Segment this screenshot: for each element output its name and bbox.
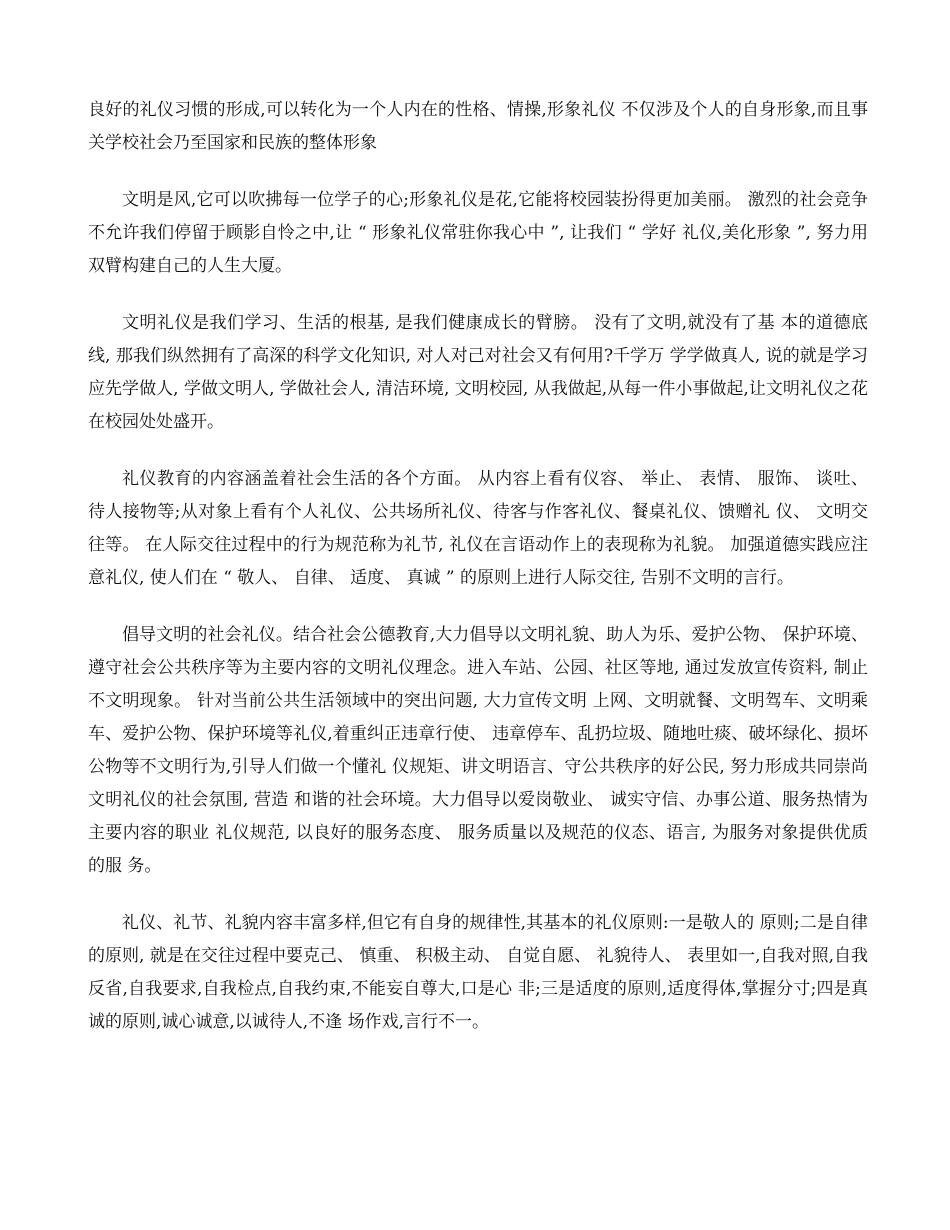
paragraph-6: 礼仪、礼节、礼貌内容丰富多样,但它有自身的规律性,其基本的礼仪原则:一是敬人的 原则;二是自律的原则, 就是在交往过程中要克己、 慎重、 积极主动、 自觉自愿、 礼貌待人、 表里如一,自我对照,自我反省,自我要求,自我检点,自我约束,不能妄自尊大,口是心 非;三是适度的原则,适度得体,掌握分寸;四是真诚的原则,诚心诚意,以诚待人,不逢 场作戏,言行不一。 <box>88 913 868 1032</box>
paragraph-2: 文明是风,它可以吹拂每一位学子的心;形象礼仪是花,它能将校园装扮得更加美丽。 激烈的社会竞争不允许我们停留于顾影自怜之中,让 “ 形象礼仪常驻你我心中 ”, 让我们 “ 学好 礼仪,美化形象 ”, 努力用双臂构建自己的人生大厦。 <box>88 190 868 276</box>
paragraph-5: 倡导文明的社会礼仪。结合社会公德教育,大力倡导以文明礼貌、助人为乐、爱护公物、 保护环境、遵守社会公共秩序等为主要内容的文明礼仪理念。进入车站、公园、社区等地, 通过发放宣传资料, 制止不文明现象。 针对当前公共生活领域中的突出问题, 大力宣传文明 上网、文明就餐、文明驾车、文明乘车、爱护公物、保护环境等礼仪,着重纠正违章行使、 违章停车、乱扔垃圾、随地吐痰、破坏绿化、损坏公物等不文明行为,引导人们做一个懂礼 仪规矩、讲文明语言、守公共秩序的好公民, 努力形成共同崇尚文明礼仪的社会氛围, 营造 和谐的社会环境。大力倡导以爱岗敬业、 诚实守信、办事公道、服务热情为主要内容的职业 礼仪规范, 以良好的服务态度、 服务质量以及规范的仪态、语言, 为服务对象提供优质的服 务。 <box>88 625 868 876</box>
paragraph-1: 良好的礼仪习惯的形成,可以转化为一个人内在的性格、情操,形象礼仪 不仅涉及个人的自身形象,而且事关学校社会乃至国家和民族的整体形象 <box>88 100 868 153</box>
paragraph-3: 文明礼仪是我们学习、生活的根基, 是我们健康成长的臂膀。 没有了文明,就没有了基 本的道德底线, 那我们纵然拥有了高深的科学文化知识, 对人对己对社会又有何用?千学万 学学做真人, 说的就是学习应先学做人, 学做文明人, 学做社会人, 清洁环境, 文明校园, 从我做起,从每一件小事做起,让文明礼仪之花在校园处处盛开。 <box>88 313 868 432</box>
paragraph-4: 礼仪教育的内容涵盖着社会生活的各个方面。 从内容上看有仪容、 举止、 表情、 服饰、 谈吐、 待人接物等;从对象上看有个人礼仪、公共场所礼仪、待客与作客礼仪、餐桌礼仪、馈赠礼 仪、 文明交往等。 在人际交往过程中的行为规范称为礼节, 礼仪在言语动作上的表现称为礼貌。 加强道德实践应注意礼仪, 使人们在 “ 敬人、 自律、 适度、 真诚 ” 的原则上进行人际交往, 告别不文明的言行。 <box>88 469 868 588</box>
